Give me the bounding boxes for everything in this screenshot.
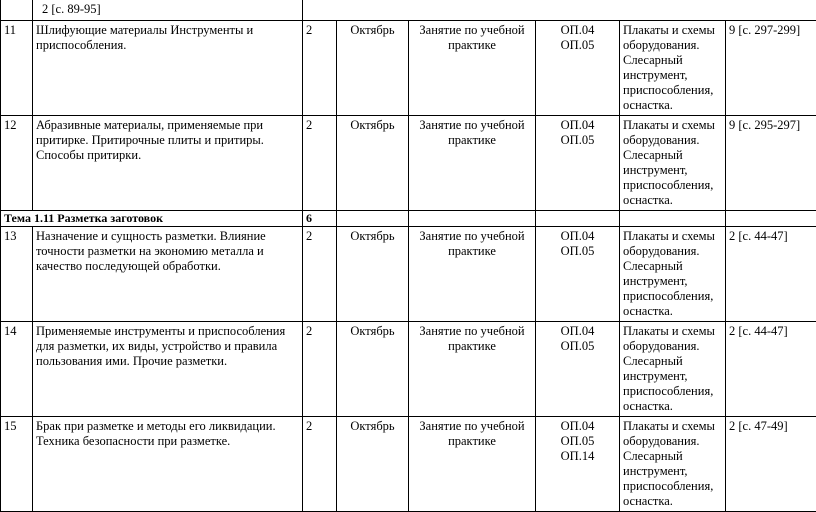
empty-cell (303, 0, 816, 21)
competency-code: ОП.04 (539, 229, 616, 244)
lesson-literature: 9 [с. 295-297] (726, 116, 816, 211)
lesson-type: Занятие по учебной практике (409, 116, 536, 211)
lesson-type: Занятие по учебной практике (409, 322, 536, 417)
lesson-equipment: Плакаты и схемы оборудования. Слесарный инструмент, приспособления, оснастка. (620, 417, 726, 512)
lesson-literature: 2 [с. 44-47] (726, 227, 816, 322)
lesson-month: Октябрь (337, 227, 409, 322)
lesson-number: 12 (1, 116, 33, 211)
lesson-type: Занятие по учебной практике (409, 417, 536, 512)
topic-hours: 6 (303, 211, 337, 227)
lesson-equipment: Плакаты и схемы оборудования. Слесарный инструмент, приспособления, оснастка. (620, 227, 726, 322)
lesson-type: Занятие по учебной практике (409, 21, 536, 116)
empty-cell (337, 211, 409, 227)
competency-code: ОП.05 (539, 339, 616, 354)
lesson-title: Назначение и сущность разметки. Влияние точности разметки на экономию металла и качество последующей обработки. (33, 227, 303, 322)
lesson-month: Октябрь (337, 417, 409, 512)
lesson-number: 13 (1, 227, 33, 322)
lesson-title: Абразивные материалы, применяемые при притирке. Притирочные плиты и притиры. Способы притирки. (33, 116, 303, 211)
competency-code: ОП.05 (539, 133, 616, 148)
lesson-number: 15 (1, 417, 33, 512)
lesson-equipment: Плакаты и схемы оборудования. Слесарный инструмент, приспособления, оснастка. (620, 322, 726, 417)
empty-cell (536, 211, 620, 227)
competency-code: ОП.04 (539, 23, 616, 38)
competency-code: ОП.04 (539, 324, 616, 339)
empty-cell (726, 211, 816, 227)
literature-cell: 2 [с. 89-95] (33, 0, 303, 21)
row-number-cell (1, 0, 33, 21)
lesson-equipment: Плакаты и схемы оборудования. Слесарный инструмент, приспособления, оснастка. (620, 116, 726, 211)
competency-list (536, 417, 620, 512)
topic-row (1, 211, 816, 227)
lesson-row (1, 322, 816, 417)
lesson-type: Занятие по учебной практике (409, 227, 536, 322)
lesson-month: Октябрь (337, 21, 409, 116)
competency-list (536, 116, 620, 211)
empty-cell (620, 211, 726, 227)
lesson-hours: 2 (303, 417, 337, 512)
lesson-hours: 2 (303, 21, 337, 116)
lesson-literature: 2 [с. 47-49] (726, 417, 816, 512)
competency-code: ОП.04 (539, 118, 616, 133)
lesson-literature: 9 [с. 297-299] (726, 21, 816, 116)
lesson-row (1, 21, 816, 116)
competency-code: ОП.14 (539, 449, 616, 464)
lesson-hours: 2 (303, 227, 337, 322)
competency-list (536, 227, 620, 322)
lesson-equipment: Плакаты и схемы оборудования. Слесарный инструмент, приспособления, оснастка. (620, 21, 726, 116)
competency-code: ОП.04 (539, 419, 616, 434)
lesson-hours: 2 (303, 116, 337, 211)
lesson-row (1, 227, 816, 322)
lesson-number: 11 (1, 21, 33, 116)
competency-list (536, 322, 620, 417)
lesson-number: 14 (1, 322, 33, 417)
table-row-continuation (1, 0, 816, 21)
lesson-month: Октябрь (337, 322, 409, 417)
lesson-title: Шлифующие материалы Инструменты и приспособления. (33, 21, 303, 116)
competency-code: ОП.05 (539, 38, 616, 53)
lesson-title: Применяемые инструменты и приспособления для разметки, их виды, устройство и правила пользования ими. Прочие разметки. (33, 322, 303, 417)
lesson-row (1, 417, 816, 512)
competency-code: ОП.05 (539, 244, 616, 259)
lesson-title: Брак при разметке и методы его ликвидации. Техника безопасности при разметке. (33, 417, 303, 512)
competency-code: ОП.05 (539, 434, 616, 449)
lesson-row (1, 116, 816, 211)
lesson-literature: 2 [с. 44-47] (726, 322, 816, 417)
empty-cell (409, 211, 536, 227)
topic-title: Тема 1.11 Разметка заготовок (1, 211, 303, 227)
lesson-month: Октябрь (337, 116, 409, 211)
lesson-hours: 2 (303, 322, 337, 417)
competency-list (536, 21, 620, 116)
